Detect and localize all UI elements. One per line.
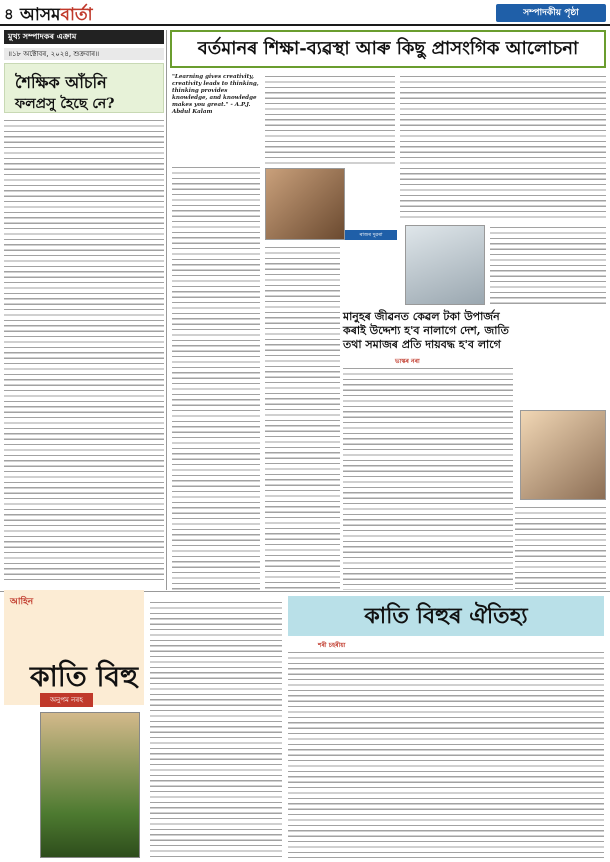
main-article-title: বৰ্তমানৰ শিক্ষা-ব্যৱস্থা আৰু কিছু প্ৰাসংগিক আলোচনা bbox=[170, 30, 606, 68]
kati-bihu-heritage-author: শৰী চহৰীয়া bbox=[318, 642, 346, 649]
editorial-title-line2: ফলপ্ৰসু হৈছে নে? bbox=[15, 96, 115, 112]
kati-bihu-heritage-body bbox=[288, 650, 604, 858]
main-article-quote: "Learning gives creativity, creativity leads to thinking, thinking provides knowledge, and knowledge makes you great." - A.P.J. Abdul Kalam bbox=[172, 74, 259, 115]
author-photo bbox=[265, 168, 345, 240]
main-article-body-col1 bbox=[172, 165, 260, 590]
kati-bihu-heritage-title: কাতি বিহুৰ ঐতিহ্য bbox=[288, 596, 604, 636]
main-article-body-top bbox=[265, 74, 395, 164]
editorial-date: ॥১৮ অক্টোবৰ, ২০২৪, শুক্ৰবাৰ॥ bbox=[4, 48, 164, 60]
main-article-body-col2 bbox=[265, 245, 340, 590]
editorial-title-line1: শৈক্ষিক আঁচনি bbox=[15, 73, 107, 92]
second-article-title: মানুহৰ জীৱনত কেৱল টকা উপাৰ্জন কৰাই উদ্দেশ্য হ'ব নালাগে দেশ, জাতি তথা সমাজৰ প্ৰতি দায়বদ্ধ হ'ব লাগে bbox=[343, 310, 509, 351]
editorial-body bbox=[4, 118, 164, 580]
page-number: ৪ bbox=[4, 5, 14, 23]
second-article-body-right bbox=[515, 505, 606, 590]
side-note-label: আহিন bbox=[10, 597, 34, 607]
page-header bbox=[0, 0, 610, 26]
second-article-author: ভাস্কৰ নৰা bbox=[395, 358, 420, 365]
main-article-body-right2 bbox=[490, 225, 606, 305]
column-divider bbox=[166, 30, 167, 590]
second-article-photo bbox=[520, 410, 606, 500]
editorial-label: মুখ্য সম্পাদকৰ এক্ৰাম bbox=[4, 30, 164, 44]
kati-bihu-title: কাতি বিহু bbox=[30, 660, 138, 693]
author-caption: ৰাজৰ দুৱৰা bbox=[345, 230, 397, 240]
lamp-photo bbox=[40, 712, 140, 858]
section-badge: সম্পাদকীয় পৃষ্ঠা bbox=[496, 4, 606, 22]
newspaper-logo: আসমবার্তা bbox=[20, 5, 93, 25]
article-illustration bbox=[405, 225, 485, 305]
kati-bihu-body bbox=[150, 600, 282, 858]
editorial-title-box bbox=[4, 63, 164, 113]
second-article-body bbox=[343, 366, 513, 590]
main-article-body-right bbox=[400, 74, 606, 222]
kati-bihu-author: অনুপম নৰহ bbox=[40, 693, 93, 707]
